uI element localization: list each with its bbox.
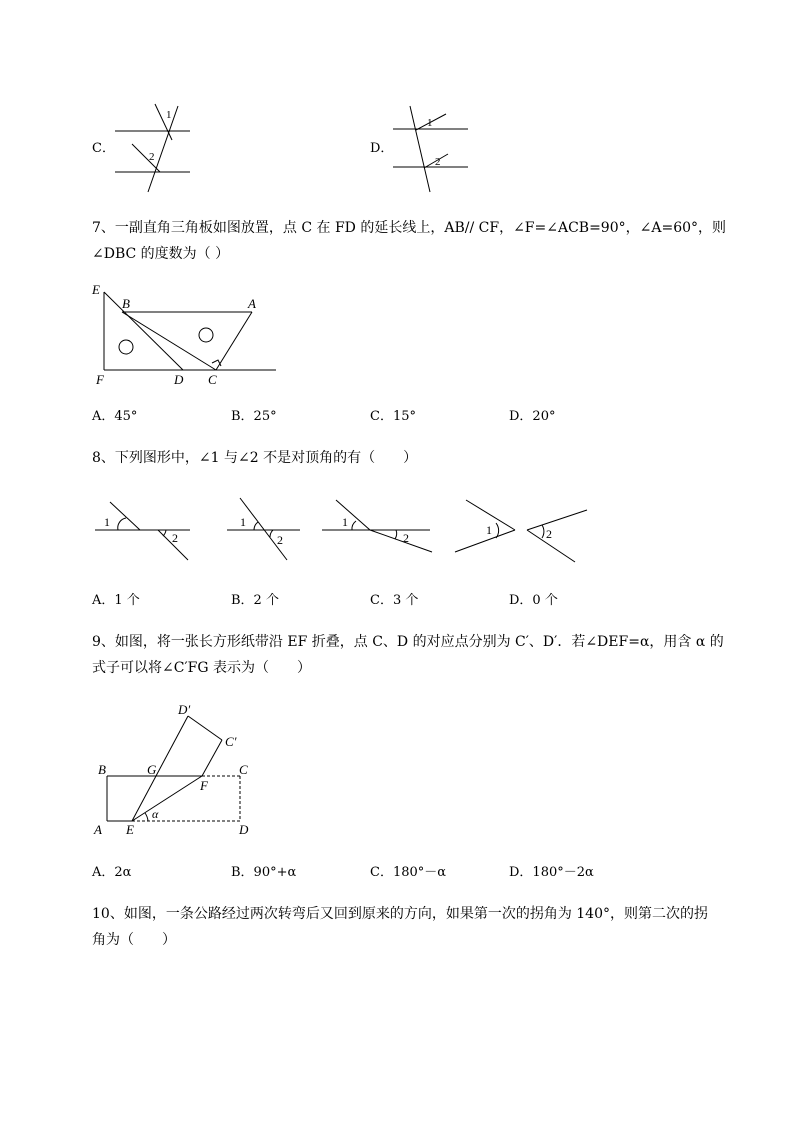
q7-label-b: B (122, 296, 130, 311)
q6c-angle-2: 2 (149, 151, 155, 163)
q7-label-a: A (248, 296, 256, 311)
q9-option-b: B．90°+α (231, 865, 297, 880)
q8-option-c: C．3 个 (370, 593, 419, 608)
q9-label-e: E (126, 822, 134, 837)
q9-label-alpha: α (152, 807, 159, 821)
q9-label-d: D (239, 822, 249, 837)
q8a-angle-1: 1 (104, 515, 110, 529)
q8d-angle-1: 1 (486, 523, 492, 537)
q8b-angle-1: 1 (240, 515, 246, 529)
q9-text-line1: 9、如图，将一张长方形纸带沿 EF 折叠，点 C、D 的对应点分别为 C′、D′．若∠DEF=α，用含 α 的 (92, 634, 724, 650)
q6-figure-d (388, 100, 478, 195)
q8-option-b: B．2 个 (231, 593, 279, 608)
q7-text-line2: ∠DBC 的度数为（ ） (92, 246, 230, 262)
q8b-angle-2: 2 (277, 533, 283, 547)
q7-option-a: A．45° (92, 409, 138, 424)
q8-figures (90, 492, 600, 567)
q9-label-g: G (147, 762, 157, 777)
q9-option-d: D．180°－2α (509, 865, 594, 880)
q9-label-f: F (200, 778, 208, 793)
q6c-angle-1: 1 (166, 109, 172, 121)
q9-label-c: C (239, 762, 248, 777)
q7-option-d: D．20° (509, 409, 556, 424)
q8-option-d: D．0 个 (509, 593, 558, 608)
q7-option-b: B．25° (231, 409, 277, 424)
q9-label-c-prime: C′ (225, 734, 237, 749)
q7-label-c: C (208, 372, 217, 387)
q6-figure-c (110, 100, 200, 195)
q9-label-d-prime: D′ (178, 702, 191, 717)
q8-option-a: A．1 个 (92, 593, 140, 608)
q7-text-line1: 7、一副直角三角板如图放置，点 C 在 FD 的延长线上，AB// CF，∠F=∠ACB=90°，∠A=60°，则 (92, 220, 727, 236)
q7-option-c: C．15° (370, 409, 416, 424)
q6d-angle-2: 2 (435, 156, 441, 168)
q9-option-c: C．180°－α (370, 865, 447, 880)
q6d-angle-1: 1 (427, 117, 433, 129)
q9-label-a: A (94, 822, 102, 837)
option-d-label: D． (370, 141, 394, 156)
q8d-angle-2: 2 (546, 527, 552, 541)
q9-option-a: A．2α (92, 865, 132, 880)
q7-label-e: E (92, 282, 100, 297)
q8-text-line1: 8、下列图形中，∠1 与∠2 不是对顶角的有（ ） (92, 450, 418, 466)
q8c-angle-2: 2 (403, 531, 409, 545)
q8a-angle-2: 2 (172, 531, 178, 545)
q7-figure (88, 280, 288, 390)
option-c-label: C． (92, 141, 115, 156)
q10-text-line2: 角为（ ） (92, 932, 176, 948)
q8c-angle-1: 1 (342, 515, 348, 529)
q7-label-d: D (174, 372, 184, 387)
q7-label-f: F (96, 372, 104, 387)
q9-label-b: B (98, 762, 106, 777)
q10-text-line1: 10、如图，一条公路经过两次转弯后又回到原来的方向，如果第一次的拐角为 140°，则第二次的拐 (92, 906, 708, 922)
q9-text-line2: 式子可以将∠C′FG 表示为（ ） (92, 660, 311, 676)
q9-figure (88, 700, 263, 840)
